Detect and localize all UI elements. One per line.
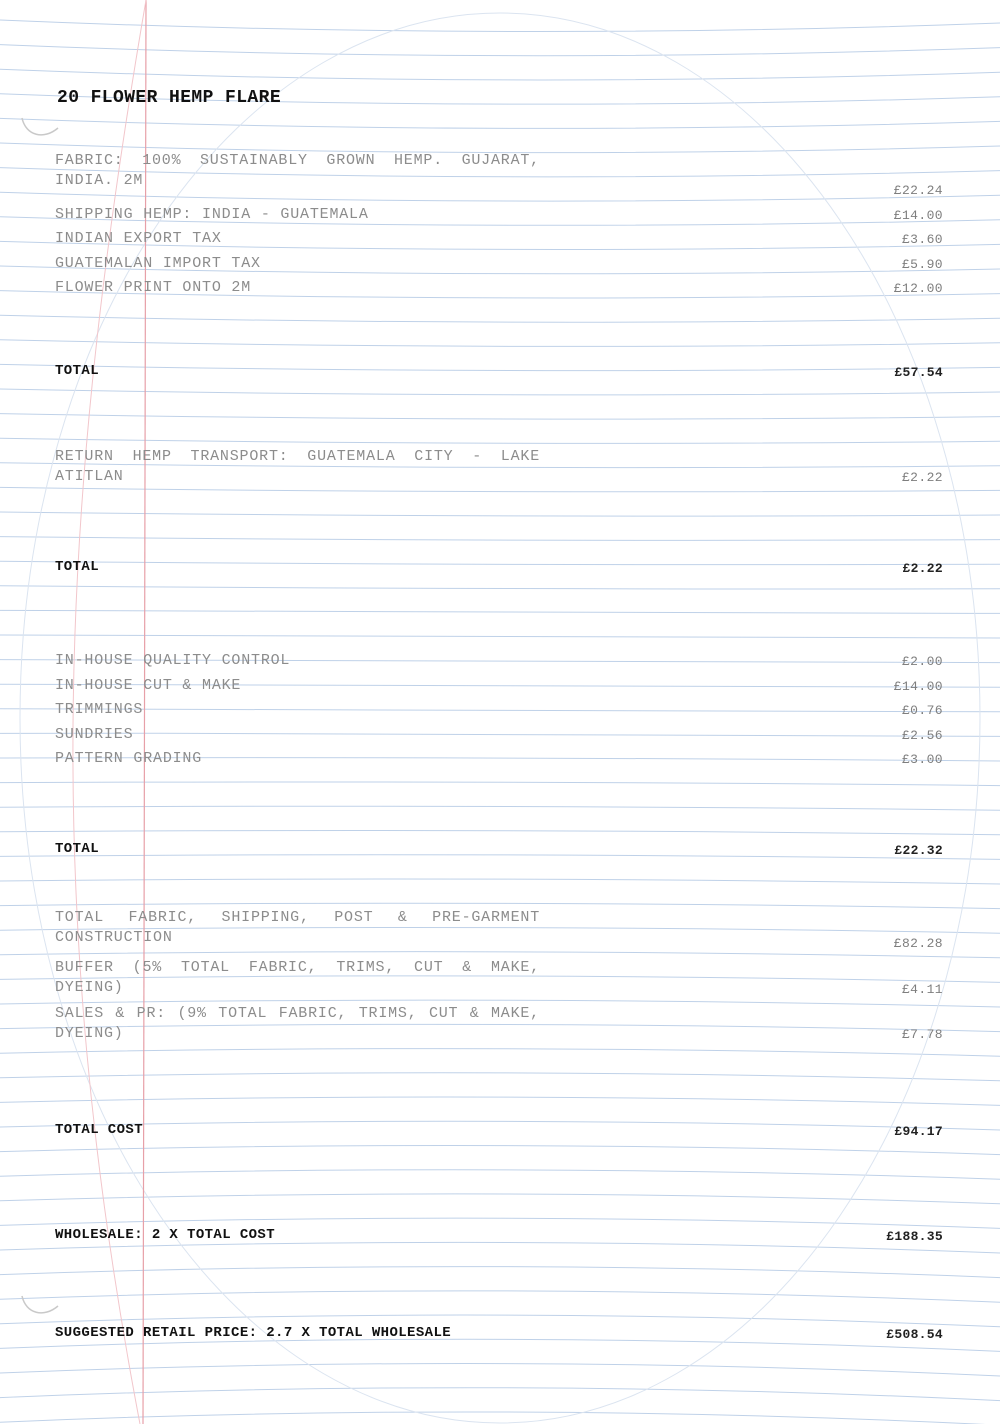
ruled-line bbox=[0, 537, 1000, 541]
line-item-label: GUATEMALAN IMPORT TAX bbox=[55, 255, 261, 272]
total-cost-amount: £94.17 bbox=[894, 1124, 943, 1139]
ruled-line bbox=[0, 733, 1000, 736]
ruled-line bbox=[0, 1291, 1000, 1302]
ruled-line bbox=[0, 586, 1000, 589]
line-item-amount: £14.00 bbox=[893, 208, 943, 223]
line-item-label: BUFFER (5% TOTAL FABRIC, TRIMS, CUT & MAKE, DYEING) bbox=[55, 959, 540, 996]
ruled-line bbox=[0, 438, 1000, 443]
ruled-line bbox=[0, 952, 1000, 958]
line-item-label: INDIAN EXPORT TAX bbox=[55, 230, 222, 247]
ruled-line bbox=[0, 855, 1000, 860]
line-item-amount: £3.00 bbox=[901, 752, 943, 767]
ruled-line bbox=[0, 806, 1000, 810]
ruled-line bbox=[0, 512, 1000, 516]
wholesale-amount: £188.35 bbox=[886, 1229, 943, 1244]
ruled-line bbox=[0, 364, 1000, 370]
line-item-amount: £5.90 bbox=[901, 257, 943, 272]
line-item-label: FABRIC: 100% SUSTAINABLY GROWN HEMP. GUJARAT, INDIA. 2M bbox=[55, 152, 540, 189]
line-item-amount: £14.00 bbox=[893, 679, 943, 694]
ruled-line bbox=[0, 192, 1000, 201]
ruled-line bbox=[0, 118, 1000, 128]
ruled-line bbox=[0, 610, 1000, 613]
section-total-amount: £57.54 bbox=[894, 365, 943, 380]
line-item-amount: £2.56 bbox=[901, 728, 943, 743]
line-item-amount: £4.11 bbox=[901, 982, 943, 997]
ruled-line bbox=[0, 1363, 1000, 1376]
section-total-label: TOTAL bbox=[55, 363, 100, 379]
ruled-line bbox=[0, 1339, 1000, 1351]
ruled-line bbox=[0, 782, 1000, 786]
ruled-line bbox=[0, 1073, 1000, 1081]
line-item-label: FLOWER PRINT ONTO 2M bbox=[55, 279, 252, 296]
section-total-amount: £2.22 bbox=[902, 561, 943, 576]
line-item-amount: £7.78 bbox=[901, 1027, 943, 1042]
ruled-line bbox=[0, 45, 1000, 56]
ruled-line bbox=[0, 879, 1000, 884]
ruled-line bbox=[0, 1049, 1000, 1057]
ruled-line bbox=[0, 1097, 1000, 1105]
ruled-line bbox=[0, 414, 1000, 419]
retail-price-label: SUGGESTED RETAIL PRICE: 2.7 X TOTAL WHOLESALE bbox=[55, 1325, 452, 1341]
ruled-line bbox=[0, 1388, 1000, 1401]
page-title: 20 FLOWER HEMP FLARE bbox=[57, 88, 282, 108]
line-item-amount: £12.00 bbox=[893, 281, 943, 296]
section-total-label: TOTAL bbox=[55, 841, 100, 857]
line-item-amount: £22.24 bbox=[893, 183, 943, 198]
line-item-label: IN-HOUSE QUALITY CONTROL bbox=[55, 652, 291, 669]
line-item-label: SALES & PR: (9% TOTAL FABRIC, TRIMS, CUT & MAKE, DYEING) bbox=[55, 1005, 540, 1042]
ruled-line bbox=[0, 1194, 1000, 1204]
ruled-line bbox=[0, 830, 1000, 834]
ruled-line bbox=[0, 69, 1000, 80]
line-item-label: TRIMMINGS bbox=[55, 701, 144, 718]
ruled-line bbox=[0, 1267, 1000, 1278]
line-item-label: SHIPPING HEMP: INDIA - GUATEMALA bbox=[55, 206, 369, 223]
line-item-amount: £3.60 bbox=[901, 232, 943, 247]
line-item-label: SUNDRIES bbox=[55, 726, 134, 743]
ruled-line bbox=[0, 315, 1000, 322]
ruled-line bbox=[0, 1121, 1000, 1130]
line-item-amount: £2.22 bbox=[901, 470, 943, 485]
line-item-amount: £0.76 bbox=[901, 703, 943, 718]
ruled-line bbox=[0, 709, 1000, 712]
line-item-amount: £2.00 bbox=[901, 654, 943, 669]
line-item-amount: £82.28 bbox=[893, 936, 943, 951]
line-item-label: PATTERN GRADING bbox=[55, 750, 203, 767]
ruled-line bbox=[0, 20, 1000, 32]
section-total-amount: £22.32 bbox=[894, 843, 943, 858]
ruled-line bbox=[0, 561, 1000, 564]
ruled-line bbox=[0, 1170, 1000, 1179]
ruled-line bbox=[0, 635, 1000, 638]
wholesale-label: WHOLESALE: 2 X TOTAL COST bbox=[55, 1227, 276, 1243]
line-item-label: RETURN HEMP TRANSPORT: GUATEMALA CITY - LAKE ATITLAN bbox=[55, 448, 540, 485]
ruled-line bbox=[0, 389, 1000, 395]
section-total-label: TOTAL bbox=[55, 559, 100, 575]
total-cost-label: TOTAL COST bbox=[55, 1122, 144, 1138]
ruled-line bbox=[0, 1412, 1000, 1424]
retail-price-amount: £508.54 bbox=[886, 1327, 943, 1342]
line-item-label: IN-HOUSE CUT & MAKE bbox=[55, 677, 242, 694]
ruled-line bbox=[0, 1145, 1000, 1154]
line-item-label: TOTAL FABRIC, SHIPPING, POST & PRE-GARMENT CONSTRUCTION bbox=[55, 909, 540, 946]
ruled-line bbox=[0, 487, 1000, 491]
ruled-line bbox=[0, 340, 1000, 347]
ruled-line bbox=[0, 1242, 1000, 1253]
